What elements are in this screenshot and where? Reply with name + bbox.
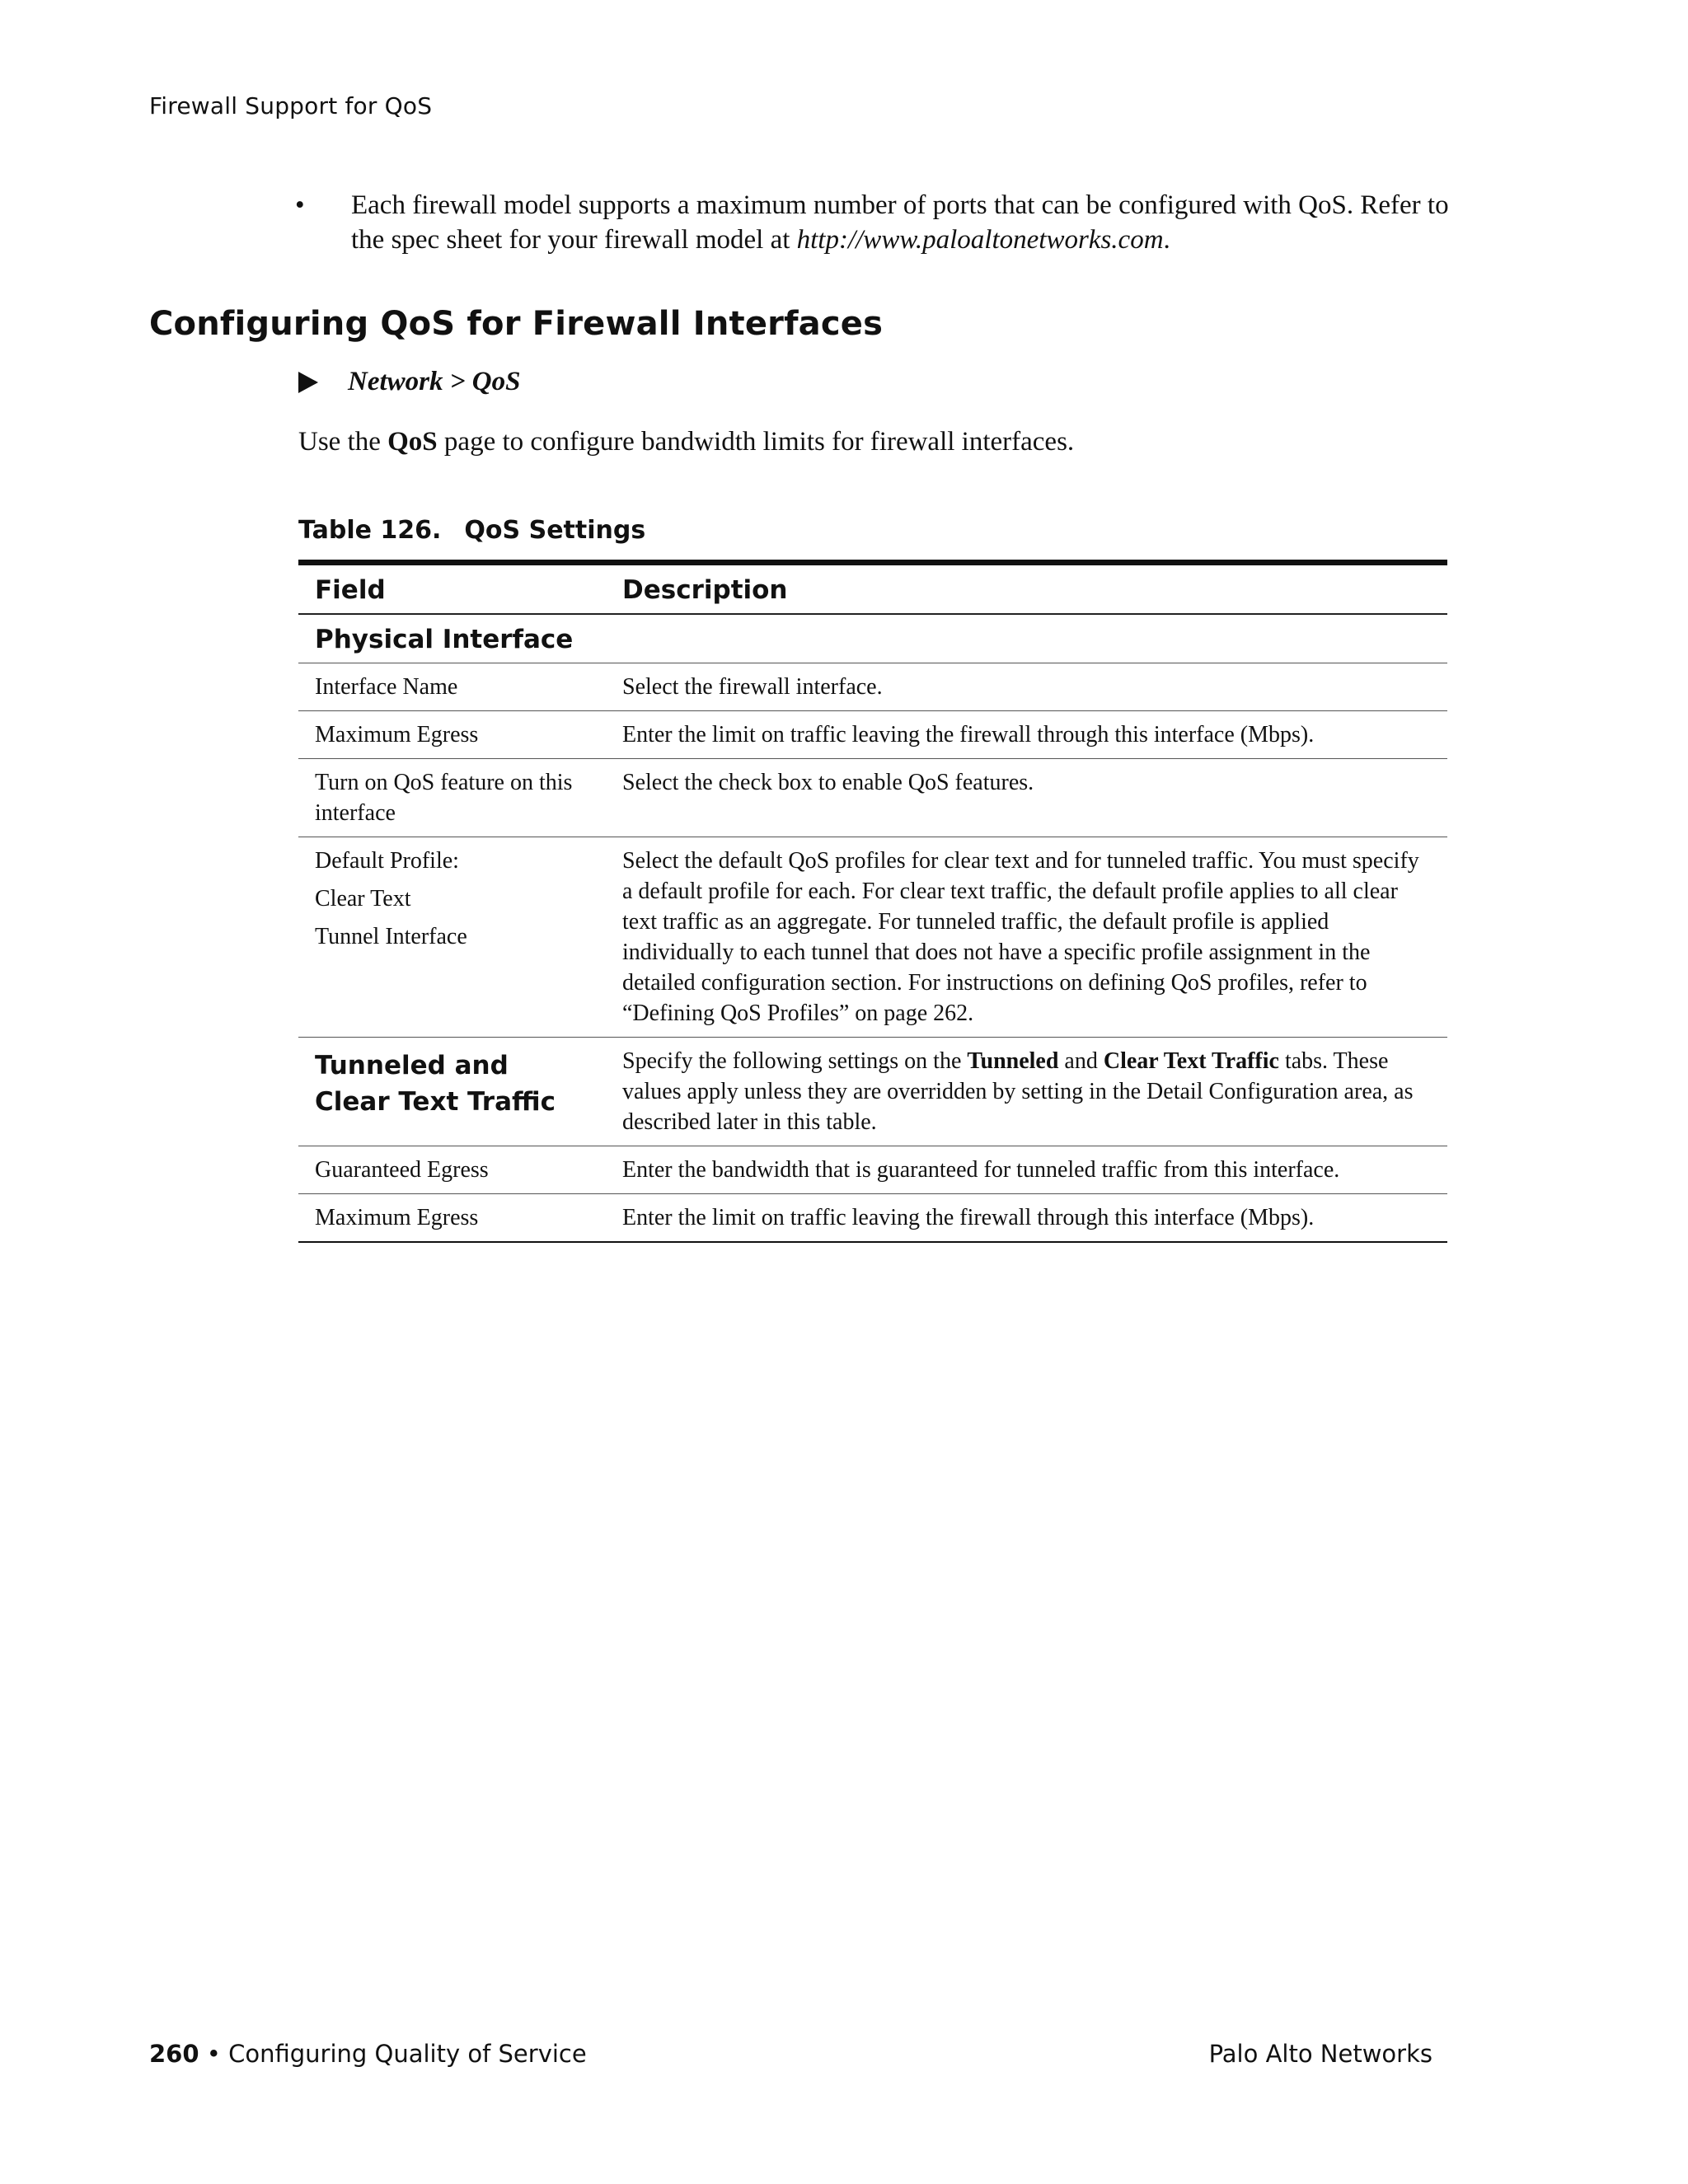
bullet-item: [295, 188, 1449, 257]
play-arrow-icon: [298, 372, 318, 393]
table-row: [298, 1146, 1447, 1194]
running-header: Firewall Support for QoS: [149, 92, 433, 120]
section-tunneled-clear-text: Tunneled and Clear Text Traffic: [298, 1038, 606, 1146]
description-cell: Enter the limit on traffic leaving the firewall through this interface (Mbps).: [606, 711, 1447, 759]
description-cell: Select the default QoS profiles for clear text and for tunneled traffic. You must specify a default profile for each. For clear text traffic, the default profile applies to all clear text traffic as an aggregate. For tunneled traffic, the default profile is applied individually to each tunnel that does not have a specific profile assignment in the detailed configuration section. For instructions on defining QoS profiles, refer to “Defining QoS Profiles” on page 262.: [606, 837, 1447, 1038]
bullet-text: Each firewall model supports a maximum number of ports that can be configured with QoS. Refer to the spec sheet for your firewall model at http://www.paloaltonetworks.com.: [351, 190, 1449, 255]
table-row: [298, 1194, 1447, 1243]
bullet-dot: •: [295, 190, 305, 220]
description-cell: Select the firewall interface.: [606, 663, 1447, 711]
description-cell: Select the check box to enable QoS features.: [606, 759, 1447, 837]
table-title: QoS Settings: [464, 516, 646, 545]
chapter-title: Configuring Quality of Service: [228, 2040, 587, 2068]
field-cell: Default Profile: Clear Text Tunnel Interface: [298, 837, 606, 1038]
description-cell: Enter the bandwidth that is guaranteed for tunneled traffic from this interface.: [606, 1146, 1447, 1194]
description-cell: Enter the limit on traffic leaving the firewall through this interface (Mbps).: [606, 1194, 1447, 1243]
qos-settings-table: [298, 560, 1447, 1243]
field-cell: Maximum Egress: [298, 1194, 606, 1243]
table-row: [298, 837, 1447, 1038]
field-cell: Turn on QoS feature on this interface: [298, 759, 606, 837]
header-field: Field: [298, 565, 606, 614]
table-row: [298, 711, 1447, 759]
table-section-row: [298, 614, 1447, 663]
footer-left: 260 • Configuring Quality of Service: [149, 2040, 587, 2068]
description-cell: Specify the following settings on the Tunneled and Clear Text Traffic tabs. These values apply unless they are overridden by setting in the Detail Configuration area, as described later in this table.: [606, 1038, 1447, 1146]
field-cell: Guaranteed Egress: [298, 1146, 606, 1194]
table-row: [298, 759, 1447, 837]
table-header-row: [298, 565, 1447, 614]
section-physical-interface: Physical Interface: [298, 614, 1447, 663]
intro-bold-term: QoS: [387, 427, 438, 457]
table-row: [298, 663, 1447, 711]
table-number: Table 126.: [298, 516, 442, 545]
nav-path-text: Network > QoS: [348, 367, 521, 396]
table-section-row: [298, 1038, 1447, 1146]
header-description: Description: [606, 565, 1447, 614]
field-cell: Interface Name: [298, 663, 606, 711]
intro-paragraph: Use the QoS page to configure bandwidth limits for firewall interfaces.: [298, 427, 1075, 457]
footer-company: Palo Alto Networks: [1208, 2040, 1432, 2068]
table-caption: [298, 516, 645, 545]
section-title: Configuring QoS for Firewall Interfaces: [149, 305, 884, 343]
spec-sheet-link[interactable]: http://www.paloaltonetworks.com: [796, 225, 1164, 255]
nav-path: [298, 367, 521, 397]
page-number: 260: [149, 2040, 199, 2068]
field-cell: Maximum Egress: [298, 711, 606, 759]
